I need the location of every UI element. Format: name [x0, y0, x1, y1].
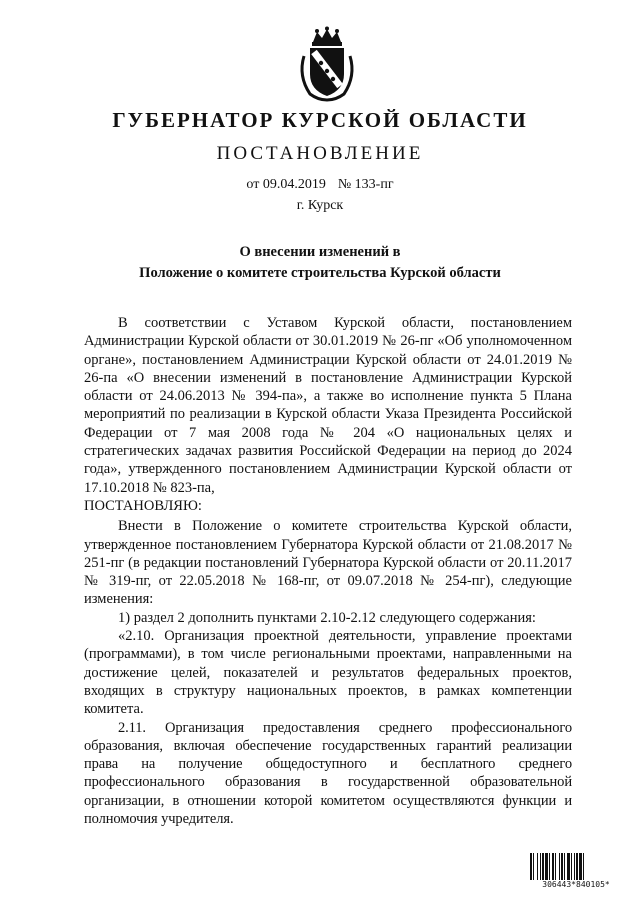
document-body — [84, 314, 572, 828]
preamble-paragraph: В соответствии с Уставом Курской области, постановлением Администрации Курской области от 30.01.2019 № 26-пг «Об уполномоченном органе», постановлением Администрации Курской области от 24.01.2019 № 26-па «О внесении изменений в постановление Администрации Курской области от 24.06.2013 № 394-па», а также во исполнение пункта 5 Плана мероприятий по реализации в Курской области Указа Президента Российской Федерации от 7 мая 2008 года № 204 «О национальных целях и стратегических задачах развития Российской Федерации на период до 2024 года», утвержденного постановлением Администрации Курской области от 17.10.2018 № 823-па, — [84, 315, 572, 496]
coat-of-arms-icon — [296, 26, 358, 102]
amendment-paragraph: Внести в Положение о комитете строительства Курской области, утвержденное постановлением Губернатора Курской области от 21.08.2017 № 251-пг (в редакции постановлений Губернатора Курской области от 20.11.2017 № 319-пг, от 22.05.2018 № 168-пг, от 09.07.2018 № 254-пг), следующие изменения: — [84, 518, 572, 608]
clause-2-10-paragraph: «2.10. Организация проектной деятельности, управление проектами (программами), в том числе региональными проектами, направленными на достижение целей, показателей и результатов федеральных проектов, входящих в структуру национальных проектов, в рамках компетенции комитета. — [84, 628, 572, 718]
document-city: г. Курск — [296, 198, 344, 213]
resolution-word: ПОСТАНОВЛЯЮ: — [84, 497, 202, 514]
clause-2-11-paragraph: 2.11. Организация предоставления среднего профессионального образования, включая обеспечение государственных гарантий реализации права на получение общедоступного и бесплатного среднего профессионального образования в государственной образовательной организации, в отношении которой комитетом осуществляются функции и полномочия учредителя. — [84, 719, 572, 828]
item-1-paragraph: 1) раздел 2 дополнить пунктами 2.10-2.12 следующего содержания: — [118, 609, 536, 626]
issuer-title: ГУБЕРНАТОР КУРСКОЙ ОБЛАСТИ — [112, 108, 528, 132]
heading-line-1: О внесении изменений в — [239, 244, 401, 260]
heading-line-2: Положение о комитете строительства Курской области — [139, 265, 501, 281]
document-date: от 09.04.2019 — [246, 177, 326, 192]
document-heading — [0, 242, 640, 284]
barcode-number: 306443*840105* — [530, 880, 622, 889]
document-type: ПОСТАНОВЛЕНИЕ — [216, 143, 424, 164]
document-number: № 133-пг — [337, 177, 394, 192]
document-meta — [0, 177, 640, 193]
